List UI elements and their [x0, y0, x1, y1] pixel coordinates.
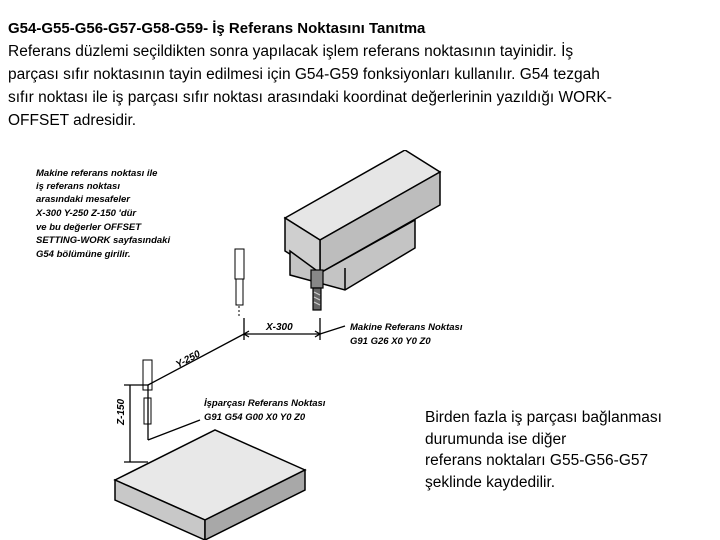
multi-workpiece-note: [425, 407, 662, 493]
machine-ref-title: Makine Referans Noktası: [350, 322, 463, 333]
paragraph-line: Referans düzlemi seçildikten sonra yapılacak işlem referans noktasının tayinidir. İş: [8, 43, 574, 60]
paragraph-line: OFFSET adresidir.: [8, 112, 137, 129]
callout-line: arasındaki mesafeler: [36, 194, 131, 205]
callout-line: ve bu değerler OFFSET: [36, 222, 142, 233]
note-line: durumunda ise diğer: [425, 430, 567, 448]
callout-line: Makine referans noktası ile: [36, 168, 158, 179]
page-title: G54-G55-G56-G57-G58-G59- İş Referans Noktasını Tanıtma: [8, 20, 426, 37]
intermediate-tool: [235, 249, 244, 316]
callout-line: G54 bölümüne girilir.: [36, 249, 131, 260]
intro-paragraph: [8, 40, 714, 132]
offset-callout: [35, 168, 170, 260]
callout-line: SETTING-WORK sayfasındaki: [36, 235, 171, 246]
note-line: Birden fazla iş parçası bağlanması: [425, 409, 662, 426]
workpiece-block: [115, 430, 305, 540]
paragraph-line: parçası sıfır noktasının tayin edilmesi için G54-G59 fonksiyonları kullanılır. G54 tezgah: [8, 66, 600, 83]
note-line: referans noktaları G55-G56-G57: [425, 452, 649, 469]
machine-spindle-head: [285, 150, 440, 290]
paragraph-line: sıfır noktası ile iş parçası sıfır noktası arasındaki koordinat değerlerinin yazıldığı WORK-: [8, 89, 612, 106]
machine-tool: [311, 270, 323, 310]
workpiece-ref-code: G91 G54 G00 X0 Y0 Z0: [204, 412, 306, 423]
workpiece-ref-title: İşparçası Referans Noktası: [204, 398, 326, 409]
note-line: şeklinde kaydedilir.: [425, 473, 556, 491]
x-dimension-label: X-300: [266, 322, 293, 333]
y-dimension-label: Y-250: [174, 348, 203, 371]
callout-line: X-300 Y-250 Z-150 'dür: [36, 208, 137, 219]
z-dimension-label: Z-150: [116, 398, 127, 425]
callout-line: iş referans noktası: [36, 181, 120, 192]
machine-ref-code: G91 G26 X0 Y0 Z0: [350, 336, 431, 347]
